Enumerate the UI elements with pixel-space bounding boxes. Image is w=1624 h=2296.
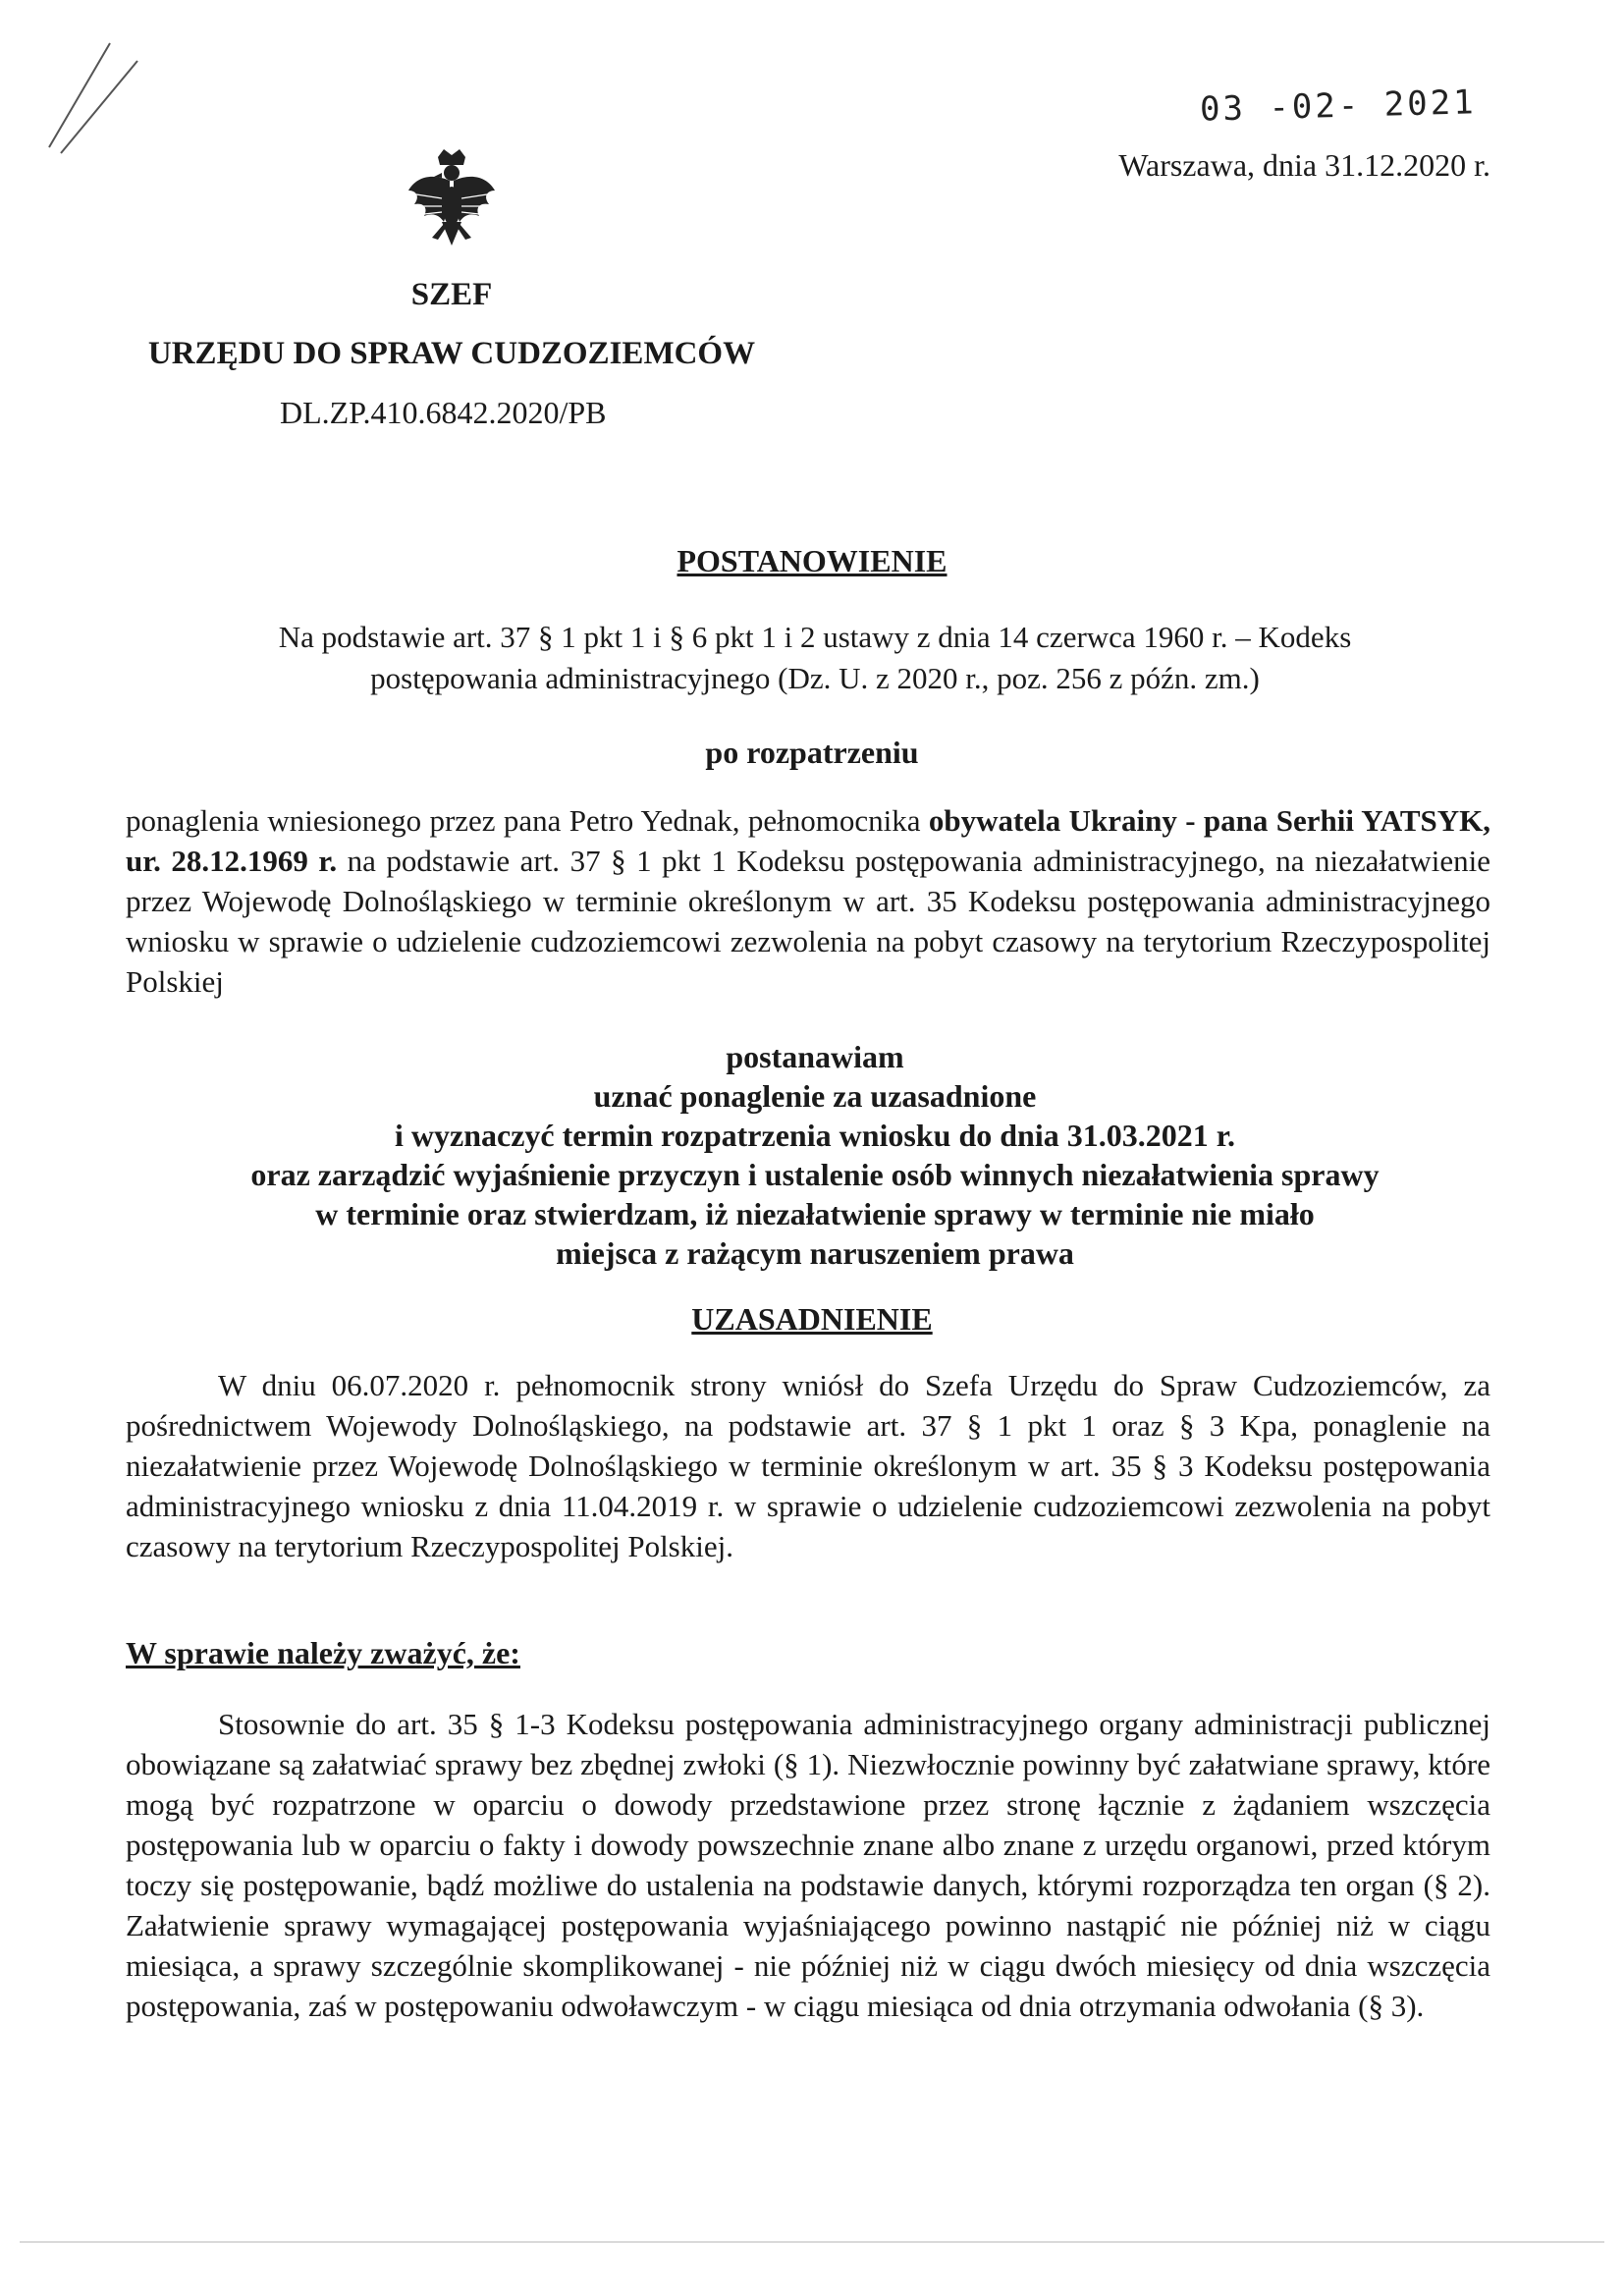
decision-line-1: postanawiam — [726, 1039, 904, 1074]
document-title: POSTANOWIENIE — [677, 543, 947, 578]
received-stamp-date: 03 -02- 2021 — [1199, 82, 1478, 130]
office-name — [137, 265, 766, 383]
complaint-part-3: na podstawie art. 37 § 1 pkt 1 Kodeksu postępowania administracyjnego, na niezałatwienie przez Wojewodę Dolnośląskiego w terminie określonym w art. 35 Kodeksu postępowania administracyjnego wniosku w sprawie o udzielenie cudzoziemcowi zezwolenia na pobyt czasowy na terytorium Rzeczypospolitej Polskiej — [126, 844, 1490, 999]
legal-basis-line-2: postępowania administracyjnego (Dz. U. z 2020 r., poz. 256 z późn. zm.) — [370, 661, 1260, 695]
case-reference: DL.ZP.410.6842.2020/PB — [280, 395, 607, 430]
complaint-part-1: ponaglenia wniesionego przez pana Petro Yednak, pełnomocnika — [126, 803, 929, 838]
office-name-line-1: SZEF — [410, 277, 493, 312]
scan-edge-line — [20, 2241, 1604, 2243]
decision-line-4: oraz zarządzić wyjaśnienie przyczyn i ustalenie osób winnych niezałatwienia sprawy — [250, 1157, 1380, 1192]
decision-line-2: uznać ponaglenie za uzasadnione — [593, 1078, 1037, 1114]
legal-basis-line-1: Na podstawie art. 37 § 1 pkt 1 i § 6 pkt 1 i 2 ustawy z dnia 14 czerwca 1960 r. – Kodeks — [278, 620, 1352, 654]
decision-block — [177, 1037, 1453, 1273]
justification-heading: UZASADNIENIE — [691, 1301, 933, 1337]
place-and-date: Warszawa, dnia 31.12.2020 r. — [1118, 147, 1490, 183]
complaint-paragraph — [126, 800, 1490, 1002]
decision-line-6: miejsca z rażącym naruszeniem prawa — [556, 1235, 1074, 1271]
complaint-party-bold: obywatela Ukrainy - pana Serhii YATSYK, ur. 28.12.1969 r. — [126, 803, 1490, 878]
decision-line-5: w terminie oraz stwierdzam, iż niezałatwienie sprawy w terminie nie miało — [315, 1196, 1315, 1231]
eagle-emblem-icon — [403, 147, 501, 255]
after-review-label: po rozpatrzeniu — [705, 735, 919, 770]
legal-basis — [196, 617, 1434, 699]
office-name-line-2: URZĘDU DO SPRAW CUDZOZIEMCÓW — [147, 336, 756, 371]
decision-line-3: i wyznaczyć termin rozpatrzenia wniosku do dnia 31.03.2021 r. — [395, 1118, 1235, 1153]
consider-paragraph: Stosownie do art. 35 § 1-3 Kodeksu postępowania administracyjnego organy administracji publicznej obowiązane są załatwiać sprawy bez zbędnej zwłoki (§ 1). Niezwłocznie powinny być załatwiane sprawy, które mogą być rozpatrzone w oparciu o dowody przedstawione przez stronę łącznie z żądaniem wszczęcia postępowania lub w oparciu o fakty i dowody powszechnie znane albo znane z urzędu organowi, przed którym toczy się postępowanie, bądź możliwe do ustalenia na podstawie danych, którymi rozporządza ten organ (§ 2). Załatwienie sprawy wymagającej postępowania wyjaśniającego powinno nastąpić nie później niż w ciągu miesiąca, a sprawy szczególnie skomplikowanej - nie później niż w ciągu dwóch miesięcy od dnia wszczęcia postępowania, zaś w postępowaniu odwoławczym - w ciągu miesiąca od dnia otrzymania odwołania (§ 3). — [126, 1707, 1490, 2023]
consider-heading: W sprawie należy zważyć, że: — [126, 1635, 520, 1670]
pen-marks — [39, 39, 157, 157]
justification-paragraph: W dniu 06.07.2020 r. pełnomocnik strony wniósł do Szefa Urzędu do Spraw Cudzoziemców, za pośrednictwem Wojewody Dolnośląskiego, na podstawie art. 37 § 1 pkt 1 oraz § 3 Kpa, ponaglenie na niezałatwienie przez Wojewodę Dolnośląskiego w terminie określonym w art. 35 § 3 Kodeksu postępowania administracyjnego wniosku z dnia 11.04.2019 r. w sprawie o udzielenie cudzoziemcowi zezwolenia na pobyt czasowy na terytorium Rzeczypospolitej Polskiej. — [126, 1368, 1490, 1563]
